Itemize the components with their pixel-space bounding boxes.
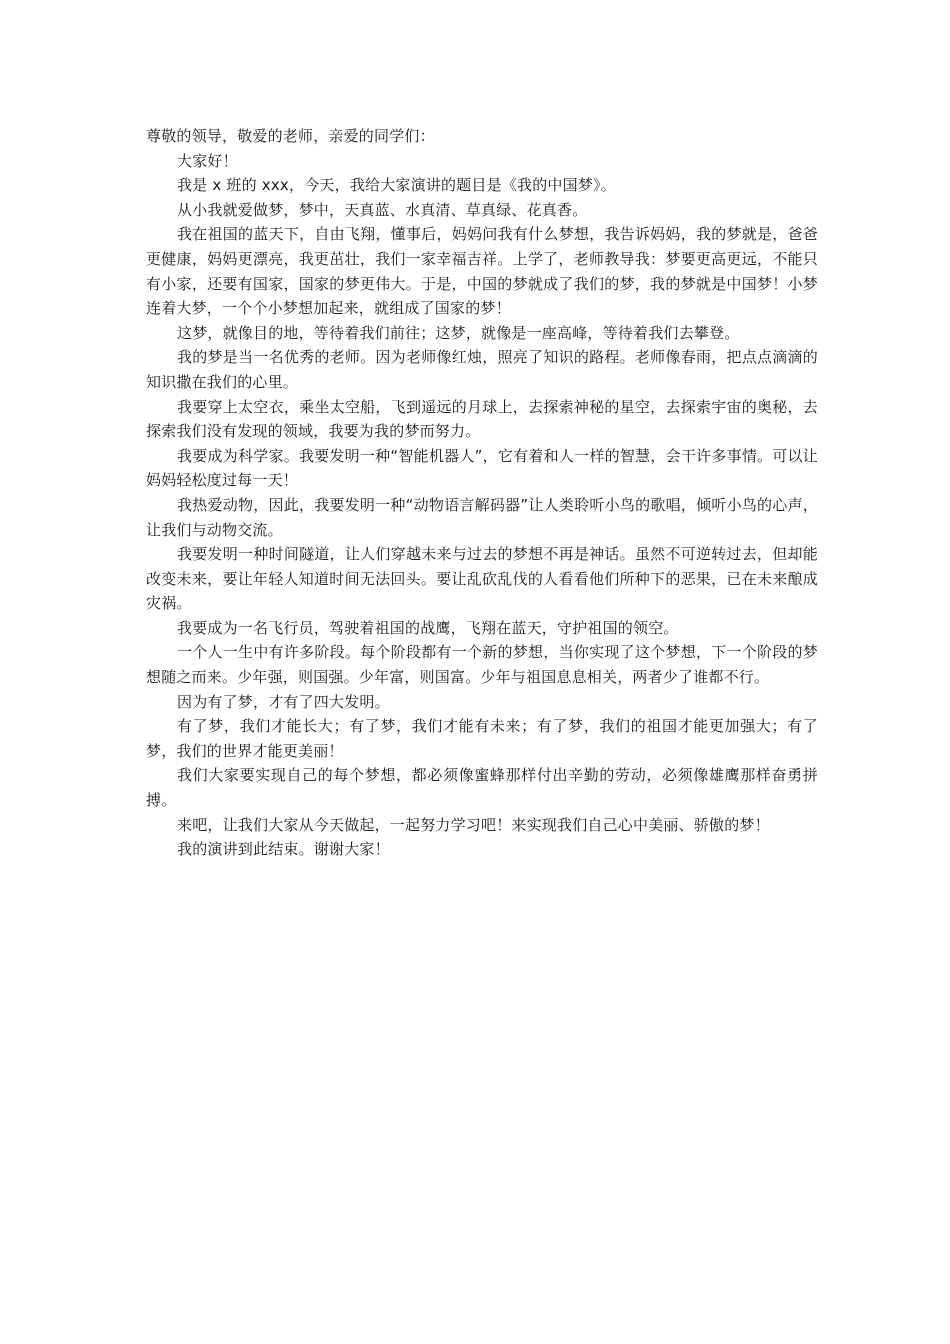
- paragraph-closing: 我的演讲到此结束。谢谢大家！: [177, 840, 390, 859]
- paragraph-childhood-dream: 从小我就爱做梦，梦中，天真蓝、水真清、草真绿、花真香。: [177, 200, 588, 219]
- salutation: 尊敬的领导，敬爱的老师，亲爱的同学们：: [146, 127, 435, 145]
- paragraph-china-dream: 我在祖国的蓝天下，自由飞翔，懂事后，妈妈问我有什么梦想，我告诉妈妈，我的梦就是，爸爸更健康，妈妈更漂亮，我更茁壮，我们一家幸福吉祥。上学了，老师教导我：梦要更高更远，不能只有小家，还要有国家，国家的梦更伟大。于是，中国的梦就成了我们的梦，我的梦就是中国梦！小梦连着大梦，一个个小梦想加起来，就组成了国家的梦！: [146, 225, 818, 318]
- paragraph-hard-work: 我们大家要实现自己的每个梦想，都必须像蜜蜂那样付出辛勤的劳动，必须像雄鹰那样奋勇拼搏。: [146, 766, 818, 810]
- paragraph-time-tunnel: 我要发明一种时间隧道，让人们穿越未来与过去的梦想不再是神话。虽然不可逆转过去，但却能改变未来，要让年轻人知道时间无法回头。要让乱砍乱伐的人看看他们所种下的恶果，已在未来酿成灾祸。: [146, 545, 818, 613]
- paragraph-pilot: 我要成为一名飞行员，驾驶着祖国的战鹰，飞翔在蓝天，守护祖国的领空。: [177, 618, 679, 637]
- paragraph-greeting: 大家好！: [177, 151, 238, 170]
- paragraph-teacher: 我的梦是当一名优秀的老师。因为老师像红烛，照亮了知识的路程。老师像春雨，把点点滴滴的知识撒在我们的心里。: [146, 348, 818, 391]
- paragraph-inventions: 因为有了梦，才有了四大发明。: [177, 692, 390, 711]
- paragraph-space: 我要穿上太空衣，乘坐太空船，飞到遥远的月球上，去探索神秘的星空，去探索宇宙的奥秘，去探索我们没有发现的领域，我要为我的梦而努力。: [146, 397, 818, 441]
- paragraph-introduction: 我是 x 班的 xxx，今天，我给大家演讲的题目是《我的中国梦》。: [177, 176, 616, 195]
- paragraph-destination: 这梦，就像目的地，等待着我们前往；这梦，就像是一座高峰，等待着我们去攀登。: [177, 323, 740, 342]
- paragraph-life-stages: 一个人一生中有许多阶段。每个阶段都有一个新的梦想，当你实现了这个梦想，下一个阶段的梦想随之而来。少年强，则国强。少年富，则国富。少年与祖国息息相关，两者少了谁都不行。: [146, 643, 818, 687]
- speech-body: [146, 124, 818, 862]
- paragraph-animals: 我热爱动物，因此，我要发明一种“动物语言解码器”让人类聆听小鸟的歌唱，倾听小鸟的心声，让我们与动物交流。: [146, 495, 818, 539]
- paragraph-with-dreams: 有了梦，我们才能长大；有了梦，我们才能有未来；有了梦，我们的祖国才能更加强大；有了梦，我们的世界才能更美丽！: [146, 717, 818, 760]
- paragraph-scientist: 我要成为科学家。我要发明一种“智能机器人”，它有着和人一样的智慧，会干许多事情。可以让妈妈轻松度过每一天！: [146, 446, 818, 490]
- paragraph-call-to-action: 来吧，让我们大家从今天做起，一起努力学习吧！来实现我们自己心中美丽、骄傲的梦！: [177, 815, 770, 834]
